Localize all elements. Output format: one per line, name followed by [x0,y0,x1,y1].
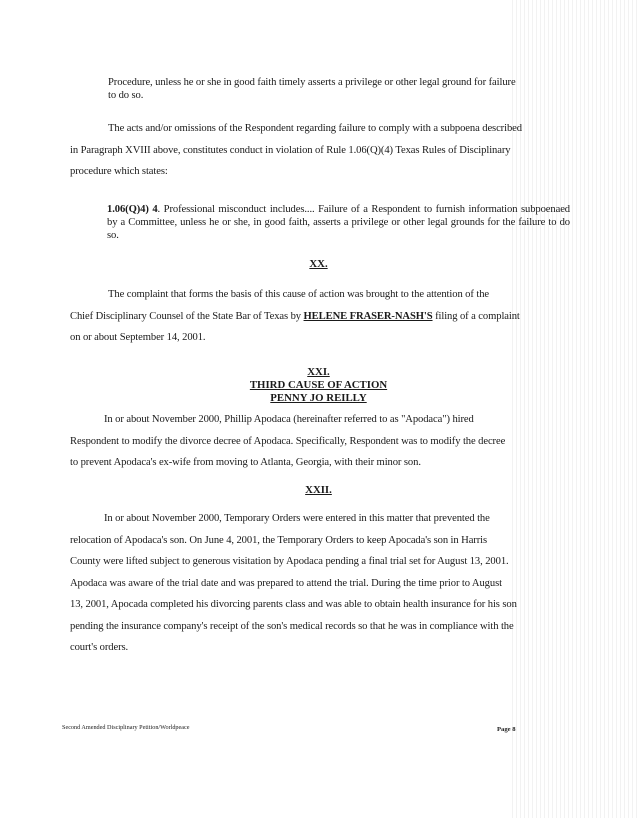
text-line: court's orders. [70,642,129,653]
text-line: on or about September 14, 2001. [70,332,206,343]
block-quote-rule [107,203,570,242]
text-line: to prevent Apodaca's ex-wife from moving to Atlanta, Georgia, with their minor son. [70,457,421,468]
text-line: pending the insurance company's receipt of the son's medical records so that he was in compliance with the [70,620,514,632]
text-line: Apodaca was aware of the trial date and was prepared to attend the trial. During the time prior to August [70,577,502,589]
heading-xxii: XXII. [305,484,332,496]
paragraph-acts-omissions [70,118,570,183]
text-line: procedure which states: [70,166,168,177]
heading-xx: XX. [309,258,328,270]
rule-citation: 1.06(Q)4) 4 [107,204,158,215]
text-line: The complaint that forms the basis of this cause of action was brought to the attention of the [108,289,490,300]
text-line: County were lifted subject to generous visitation by Apodaca pending a final trial set for August 13, 2001. [70,556,509,567]
paragraph-apodaca-hired [70,409,570,474]
text-line: Procedure, unless he or she in good faith timely asserts a privilege or other legal ground for failure [108,77,516,88]
text-fragment: filing of a complaint [432,310,520,322]
text-line: 13, 2001, Apocada completed his divorcing parents class and was able to obtain health insurance for his son [70,599,517,610]
text-line: in Paragraph XVIII above, constitutes conduct in violation of Rule 1.06(Q)(4) Texas Rules of Disciplinary [70,144,511,156]
text-fragment: Chief Disciplinary Counsel of the State Bar of Texas by [70,310,304,322]
text-line: In or about November 2000, Phillip Apodaca (hereinafter referred to as "Apodaca") hired [104,414,474,425]
text-line: to do so. [108,90,144,101]
text-line: The acts and/or omissions of the Respondent regarding failure to comply with a subpoena described [108,123,522,134]
text-line [70,306,570,328]
text-line: Respondent to modify the divorce decree of Apodaca. Specifically, Respondent was to modify the decree [70,435,506,447]
paragraph-procedure-continued [108,76,570,102]
heading-penny-jo-reilly: PENNY JO REILLY [270,392,367,404]
heading-xxi: XXI. [307,366,330,378]
rule-text: . Professional misconduct includes.... Failure of a Respondent to furnish information subpoenaed by a Committee, unless he or she, in good faith, asserts a privilege or other legal grounds for the failure to do so. [107,204,570,241]
complainant-name: HELENE FRASER-NASH'S [303,310,433,322]
text-line: In or about November 2000, Temporary Orders were entered in this matter that prevented the [104,513,490,524]
text-line: relocation of Apodaca's son. On June 4, 2001, the Temporary Orders to keep Apocada's son in Harris [70,534,488,546]
footer-document-title: Second Amended Disciplinary Petition/Worldpeace [62,724,190,731]
paragraph-complaint [70,284,570,349]
footer-page-number: Page 8 [497,726,516,733]
paragraph-temporary-orders [70,508,570,659]
heading-third-cause-of-action: THIRD CAUSE OF ACTION [249,379,388,391]
